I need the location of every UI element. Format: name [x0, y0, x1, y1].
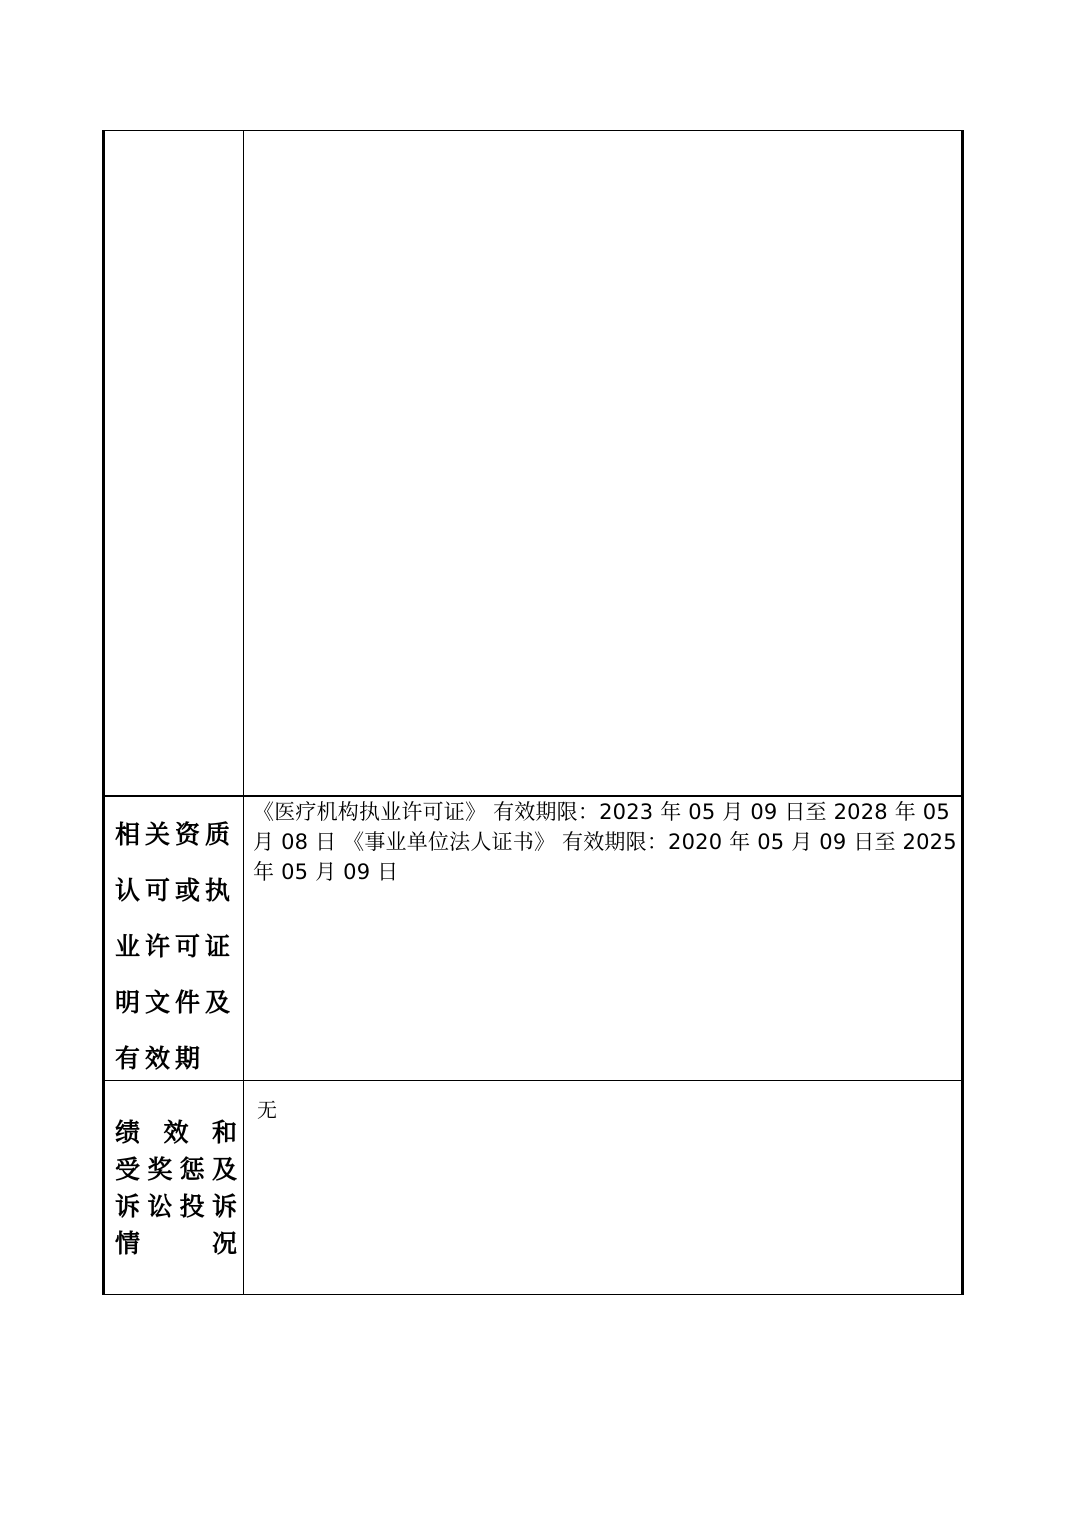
label-char: 效 — [163, 1118, 189, 1147]
label-char: 诉 — [115, 1192, 141, 1221]
license-row — [105, 797, 961, 1081]
license-label-cell — [105, 797, 244, 1080]
label-char: 受 — [115, 1155, 141, 1184]
performance-label-line — [115, 1114, 237, 1151]
performance-content: 无 — [257, 1098, 277, 1122]
label-char: 及 — [211, 1155, 237, 1184]
performance-row — [105, 1081, 961, 1294]
label-char: 情 — [115, 1229, 141, 1258]
performance-label-line — [115, 1151, 237, 1188]
label-char: 投 — [179, 1192, 205, 1221]
form-table — [102, 130, 964, 1295]
blank-content-cell — [244, 131, 961, 795]
blank-label-cell — [105, 131, 244, 795]
license-content: 《医疗机构执业许可证》 有效期限：2023 年 05 月 09 日至 2028 年 05 月 08 日 《事业单位法人证书》 有效期限：2020 年 05 月 09 日至 2025 年 05 月 09 日 — [253, 800, 957, 884]
performance-label-line — [115, 1188, 237, 1225]
label-char: 和 — [211, 1118, 237, 1147]
license-label: 相关资质 认可或执 业许可证 明文件及 有效期 — [115, 820, 236, 1073]
label-char: 况 — [211, 1229, 237, 1258]
label-char: 绩 — [115, 1118, 141, 1147]
blank-row — [105, 131, 961, 797]
label-char: 讼 — [147, 1192, 173, 1221]
performance-label-line — [115, 1225, 237, 1262]
license-content-cell — [244, 797, 961, 1080]
label-char: 诉 — [211, 1192, 237, 1221]
label-char: 惩 — [179, 1155, 205, 1184]
performance-label — [115, 1114, 237, 1262]
performance-content-cell — [244, 1081, 961, 1294]
label-char: 奖 — [147, 1155, 173, 1184]
performance-label-cell — [105, 1081, 244, 1294]
